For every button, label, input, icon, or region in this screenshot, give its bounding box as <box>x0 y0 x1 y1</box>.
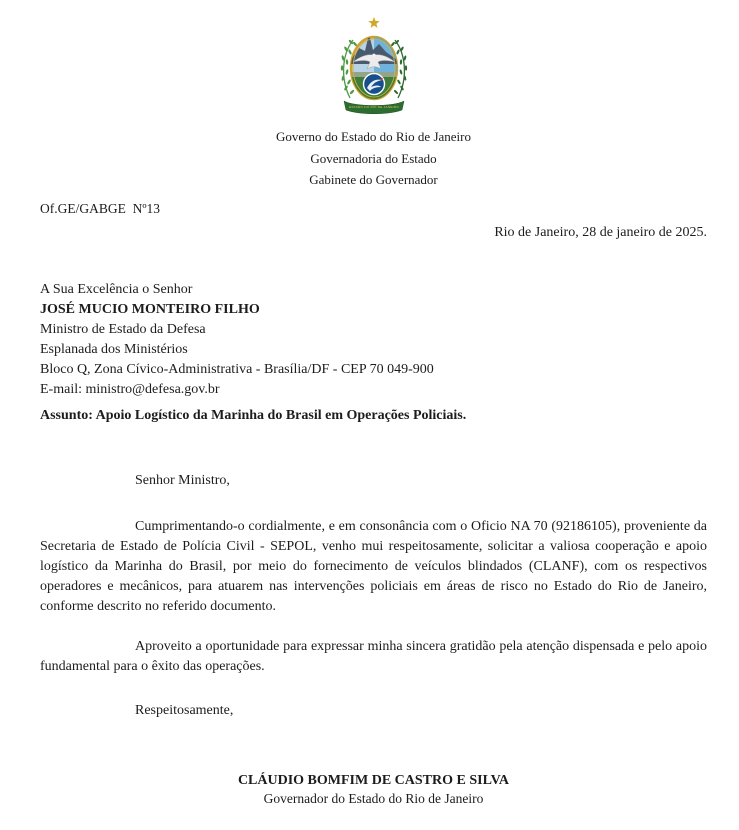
addressee-title: Ministro de Estado da Defesa <box>40 321 206 337</box>
greeting: Senhor Ministro, <box>135 472 230 488</box>
state-crest <box>328 14 420 119</box>
addressee-block <box>40 280 707 400</box>
subject-line: Assunto: Apoio Logístico da Marinha do Brasil em Operações Policiais. <box>40 407 467 423</box>
reference-number: Of.GE/GABGE Nº13 <box>40 200 161 216</box>
crest-banner-text: ESTADO DO RIO DE JANEIRO <box>348 105 399 110</box>
addressee-address-line1: Esplanada dos Ministérios <box>40 341 188 357</box>
closing: Respeitosamente, <box>135 702 234 718</box>
signature-name: CLÁUDIO BOMFIM DE CASTRO E SILVA <box>237 772 510 788</box>
addressee-honorific: A Sua Excelência o Senhor <box>40 281 193 297</box>
body-paragraph-2: Aproveito a oportunidade para expressar minha sincera gratidão pela atenção dispensada e pelo apoio fundamental para o êxito das operações. <box>40 638 707 674</box>
org-line-governorship: Governadoria do Estado <box>310 150 437 166</box>
body-paragraph-1: Cumprimentando-o cordialmente, e em consonância com o Oficio NA 70 (92186105), proveniente da Secretaria de Estado de Polícia Civil - SEPOL, venho mui respeitosamente, solicitar a valiosa cooperação e apoio logístico da Marinha do Brasil, por meio do fornecimento de veículos blindados (CLANF), com os respectivos operadores e mecânicos, para atuarem nas intervenções policiais em áreas de risco no Estado do Rio de Janeiro, conforme descrito no referido documento. <box>40 518 707 615</box>
org-line-government: Governo do Estado do Rio de Janeiro <box>276 129 471 144</box>
addressee-name: JOSÉ MUCIO MONTEIRO FILHO <box>40 301 260 317</box>
signature-block <box>40 773 707 807</box>
addressee-email: E-mail: ministro@defesa.gov.br <box>40 381 220 397</box>
addressee-address-line2: Bloco Q, Zona Cívico-Administrativa - Brasília/DF - CEP 70 049-900 <box>40 361 434 377</box>
date-line: Rio de Janeiro, 28 de janeiro de 2025. <box>494 224 707 240</box>
crest-star-icon <box>368 17 379 28</box>
signature-title: Governador do Estado do Rio de Janeiro <box>263 790 484 806</box>
letterhead <box>40 126 707 191</box>
state-crest-graphic <box>328 14 420 114</box>
crest-banner-icon <box>344 101 404 114</box>
org-line-cabinet: Gabinete do Governador <box>309 172 438 187</box>
